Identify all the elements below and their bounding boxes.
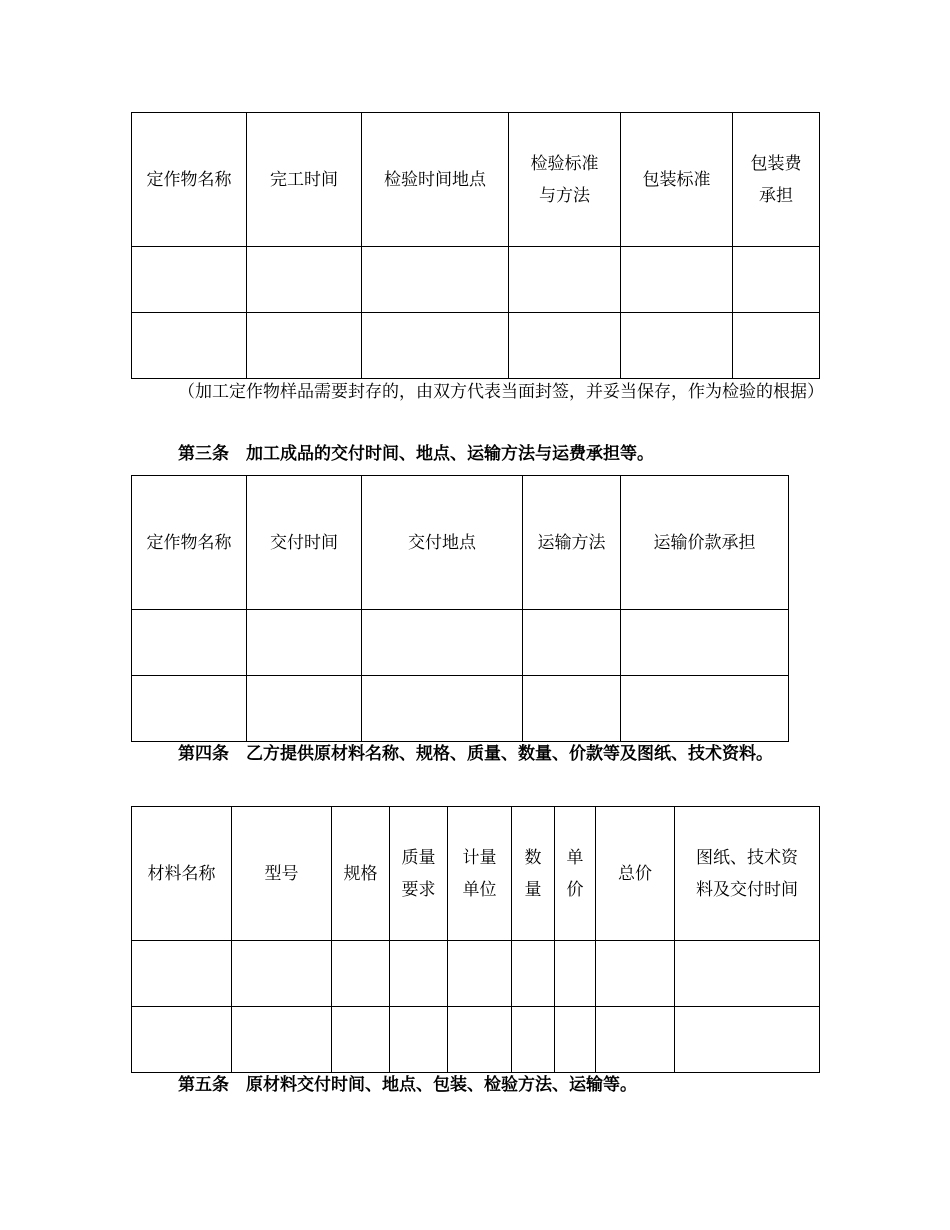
empty-cell[interactable] [621, 676, 789, 742]
empty-cell[interactable] [247, 313, 362, 379]
empty-cell[interactable] [132, 313, 247, 379]
empty-cell[interactable] [362, 676, 523, 742]
empty-cell[interactable] [509, 247, 621, 313]
empty-cell[interactable] [132, 676, 247, 742]
header-cell: 包装费 承担 [733, 113, 820, 247]
empty-cell[interactable] [733, 247, 820, 313]
header-cell: 图纸、技术资 料及交付时间 [675, 807, 820, 941]
header-cell: 型号 [232, 807, 332, 941]
empty-cell[interactable] [512, 941, 555, 1007]
empty-cell[interactable] [555, 941, 596, 1007]
empty-cell[interactable] [555, 1007, 596, 1073]
clause-three-heading: 第三条 加工成品的交付时间、地点、运输方法与运费承担等。 [178, 444, 654, 464]
header-cell: 完工时间 [247, 113, 362, 247]
table-row [132, 610, 789, 676]
empty-cell[interactable] [362, 610, 523, 676]
empty-cell[interactable] [621, 247, 733, 313]
empty-cell[interactable] [621, 610, 789, 676]
header-cell: 计量 单位 [448, 807, 512, 941]
empty-cell[interactable] [448, 1007, 512, 1073]
header-cell: 规格 [332, 807, 390, 941]
header-cell: 运输方法 [523, 476, 621, 610]
empty-cell[interactable] [247, 676, 362, 742]
header-cell: 交付时间 [247, 476, 362, 610]
empty-cell[interactable] [523, 676, 621, 742]
empty-cell[interactable] [509, 313, 621, 379]
table-row [132, 1007, 820, 1073]
empty-cell[interactable] [675, 941, 820, 1007]
table-header-row [132, 476, 789, 610]
empty-cell[interactable] [232, 941, 332, 1007]
empty-cell[interactable] [512, 1007, 555, 1073]
empty-cell[interactable] [247, 247, 362, 313]
header-cell: 检验时间地点 [362, 113, 509, 247]
header-cell: 定作物名称 [132, 113, 247, 247]
header-cell: 质量 要求 [390, 807, 448, 941]
empty-cell[interactable] [596, 941, 675, 1007]
empty-cell[interactable] [332, 1007, 390, 1073]
header-cell: 材料名称 [132, 807, 232, 941]
table-product-delivery [131, 475, 789, 742]
table-row [132, 313, 820, 379]
table-row [132, 676, 789, 742]
empty-cell[interactable] [132, 247, 247, 313]
header-cell: 运输价款承担 [621, 476, 789, 610]
header-cell: 交付地点 [362, 476, 523, 610]
empty-cell[interactable] [247, 610, 362, 676]
empty-cell[interactable] [332, 941, 390, 1007]
table-row [132, 941, 820, 1007]
empty-cell[interactable] [390, 1007, 448, 1073]
header-cell: 检验标准 与方法 [509, 113, 621, 247]
empty-cell[interactable] [362, 313, 509, 379]
table-delivery-inspection [131, 112, 820, 379]
empty-cell[interactable] [675, 1007, 820, 1073]
empty-cell[interactable] [362, 247, 509, 313]
clause-five-heading: 第五条 原材料交付时间、地点、包装、检验方法、运输等。 [178, 1075, 637, 1095]
empty-cell[interactable] [621, 313, 733, 379]
clause-four-heading: 第四条 乙方提供原材料名称、规格、质量、数量、价款等及图纸、技术资料。 [178, 744, 773, 764]
empty-cell[interactable] [132, 941, 232, 1007]
table-raw-materials [131, 806, 820, 1073]
empty-cell[interactable] [132, 610, 247, 676]
table-header-row [132, 113, 820, 247]
header-cell: 总价 [596, 807, 675, 941]
header-cell: 定作物名称 [132, 476, 247, 610]
header-cell: 单 价 [555, 807, 596, 941]
header-cell: 包装标准 [621, 113, 733, 247]
empty-cell[interactable] [523, 610, 621, 676]
header-cell: 数 量 [512, 807, 555, 941]
empty-cell[interactable] [448, 941, 512, 1007]
empty-cell[interactable] [232, 1007, 332, 1073]
empty-cell[interactable] [733, 313, 820, 379]
table-header-row [132, 807, 820, 941]
empty-cell[interactable] [596, 1007, 675, 1073]
sample-seal-note: （加工定作物样品需要封存的，由双方代表当面封签，并妥当保存，作为检验的根据） [178, 382, 824, 402]
empty-cell[interactable] [132, 1007, 232, 1073]
empty-cell[interactable] [390, 941, 448, 1007]
table-row [132, 247, 820, 313]
